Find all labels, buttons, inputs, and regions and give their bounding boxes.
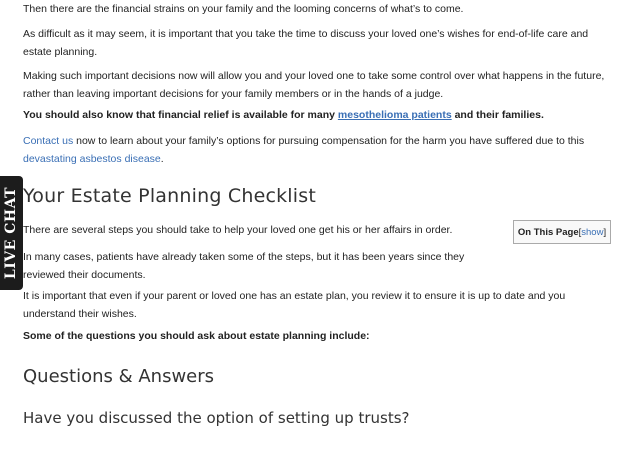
- heading-estate-planning-checklist: Your Estate Planning Checklist: [23, 185, 317, 207]
- paragraph-discuss-wishes: As difficult as it may seem, it is important that you take the time to discuss your loved one’s wishes for end-of-life care and estate planning.: [23, 28, 589, 58]
- contact-text-middle: now to learn about your family’s options for pursuing compensation for the harm you have suffered due to this: [73, 135, 585, 147]
- mesothelioma-patients-link[interactable]: mesothelioma patients: [337, 109, 452, 121]
- on-this-page-box: [513, 220, 611, 244]
- contact-us-link[interactable]: Contact us: [23, 135, 74, 147]
- live-chat-button[interactable]: [0, 176, 23, 290]
- financial-relief-text-after: and their families.: [451, 109, 544, 121]
- financial-relief-text-before: You should also know that financial relief is available for many: [23, 109, 338, 121]
- paragraph-important-decisions: Making such important decisions now will allow you and your loved one to take some control over what happens in the future, rather than leaving important decisions for your family members or in the hands of a judge.: [23, 70, 605, 100]
- toc-bracket-open: [: [578, 226, 582, 238]
- toc-title: On This Page: [517, 226, 579, 238]
- toc-show-toggle[interactable]: show: [581, 226, 604, 238]
- paragraph-financial-strains: Then there are the financial strains on your family and the looming concerns of what’s to come.: [23, 3, 464, 15]
- toc-bracket-close: ]: [603, 226, 607, 238]
- paragraph-financial-relief: [23, 106, 613, 124]
- paragraph-many-cases: In many cases, patients have already taken some of the steps, but it has been years since they reviewed their documents.: [23, 251, 465, 281]
- paragraph-contact: [23, 132, 613, 168]
- paragraph-questions-intro: Some of the questions you should ask about estate planning include:: [23, 330, 370, 342]
- paragraph-several-steps: There are several steps you should take to help your loved one get his or her affairs in order.: [23, 224, 453, 236]
- contact-text-end: .: [160, 153, 164, 165]
- heading-question-trusts: Have you discussed the option of setting up trusts?: [23, 409, 410, 427]
- paragraph-review-plan: It is important that even if your parent or loved one has an estate plan, you review it to ensure it is up to date and you understand their wishes.: [23, 290, 566, 320]
- heading-questions-answers: Questions & Answers: [23, 366, 215, 387]
- asbestos-disease-link[interactable]: devastating asbestos disease: [23, 153, 161, 165]
- live-chat-label: LIVE CHAT: [3, 186, 20, 280]
